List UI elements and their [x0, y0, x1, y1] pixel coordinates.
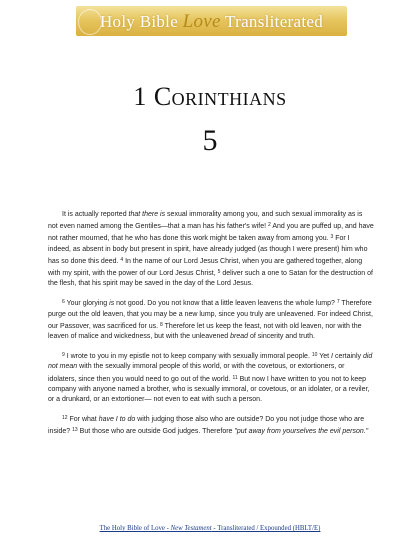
verse-number: 4 — [120, 256, 124, 263]
verse-text: It is actually reported — [62, 211, 129, 218]
verse-text: In the name of our Lord Jesus Christ, when you are gathered together, along with my spirit, with the power of our Lord Jesus Christ, — [48, 257, 363, 278]
verse-number: 6 — [62, 299, 65, 306]
verse-text: Therefore let us keep the feast, not with old leaven, nor with the leaven of malice and wickedness, but with the unleavened — [48, 322, 362, 341]
footer-link-part2: New Testament — [170, 525, 212, 532]
verse-text: deliver such a one to Satan for the destruction of the flesh, that his spirit may be saved in the day of the Lord Jesus. — [48, 270, 373, 288]
verse-number: 8 — [160, 321, 163, 328]
chapter-number: 5 — [202, 124, 218, 157]
verse-paragraph — [48, 210, 374, 289]
italic-text: bread — [230, 333, 249, 341]
italic-text: did not mean — [48, 353, 373, 371]
verse-text: But those who are outside God judges. Therefore — [77, 428, 235, 436]
verse-number: 7 — [336, 299, 340, 306]
italic-text: have I to do — [98, 416, 136, 424]
verse-text: Your glorying — [64, 300, 110, 308]
verse-text: Therefore purge out the old leaven, that you may be a new lump, since you truly are unleavened. For indeed Christ, our Passover, was sacrificed for us. — [48, 300, 373, 330]
verse-text: I wrote to you in my epistle not to keep company with sexually immoral people. — [64, 353, 312, 361]
italic-text: that there is — [128, 211, 166, 218]
italic-text: "put away from yourselves the evil person." — [234, 428, 369, 436]
footer-link[interactable] — [0, 525, 420, 532]
footer-link-part1: The Holy Bible of Love - — [99, 525, 171, 532]
verse-text: of sincerity and truth. — [248, 333, 315, 341]
verse-text: But now I have written to you not to keep company with anyone named a brother, who is sexually immoral, or covetous, or an idolater, or a reviler, or a drunkard, or an extortioner— not even to eat with such a person. — [48, 375, 370, 404]
verse-text: For I indeed, as absent in body but present in spirit, have already judged (as though I were present) him who has so done this deed. — [48, 235, 368, 265]
verse-text: with the sexually immoral people of this world, or with the covetous, or extortioners, or idolaters, since then you would need to go out of the world. — [48, 363, 345, 383]
verse-number: 5 — [217, 269, 221, 276]
verse-text: not good. Do you not know that a little leaven leavens the whole lump? — [114, 300, 337, 308]
verse-text: with judging those also who are outside? Do you not judge those who are inside? — [48, 416, 365, 436]
verse-number: 12 — [62, 415, 68, 422]
verse-text: certainly — [333, 353, 363, 361]
verse-text: sexual immorality among you, and such sexual immorality as is not even named among the Gentiles—that a man has his father's wife! — [48, 211, 363, 231]
banner-title-love: Love — [182, 11, 221, 32]
verse-number: 2 — [268, 222, 271, 229]
verse-number: 11 — [232, 374, 238, 381]
verse-paragraph — [48, 413, 374, 437]
verse-number: 9 — [62, 352, 65, 359]
site-banner — [76, 6, 347, 36]
book-title: 1 Corinthians — [133, 82, 287, 111]
verse-number: 10 — [311, 352, 318, 359]
italic-text: is — [109, 300, 115, 308]
banner-title-right: Transliterated — [225, 12, 324, 31]
verse-text: Yet — [317, 353, 332, 361]
verse-text: For what — [67, 416, 99, 424]
verse-paragraph — [48, 297, 374, 342]
verse-paragraph — [48, 350, 374, 405]
chapter-body — [48, 210, 374, 446]
banner-title-left: Holy Bible — [99, 12, 179, 31]
footer-link-part3: - Transliterated / Expounded (HBLT/E) — [211, 525, 321, 532]
banner-title — [76, 11, 347, 33]
verse-text: And you are puffed up, and have not rather mourned, that he who has done this work might be taken away from among you. — [48, 223, 374, 243]
verse-number: 13 — [72, 427, 78, 434]
verse-number: 3 — [330, 234, 334, 241]
italic-text: I — [331, 353, 333, 361]
